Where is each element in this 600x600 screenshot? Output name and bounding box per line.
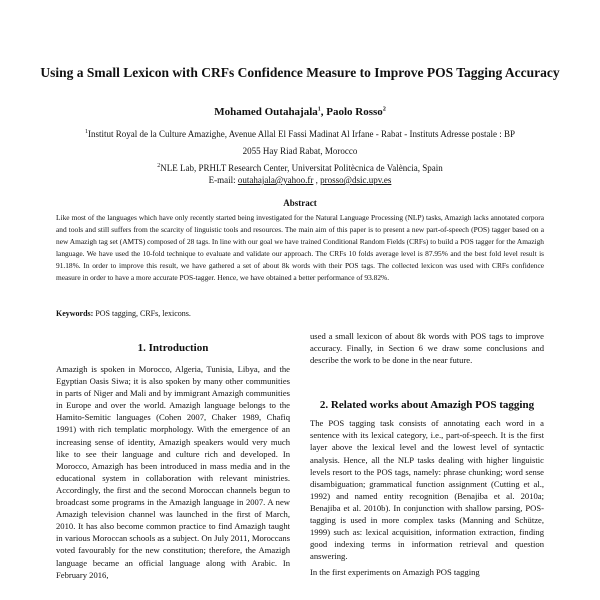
keywords-line bbox=[56, 309, 544, 318]
left-column bbox=[56, 322, 290, 581]
email-label: E-mail: bbox=[208, 175, 238, 185]
affiliation-sup: 1 bbox=[84, 129, 88, 135]
affiliation-line: 2055 Hay Riad Rabat, Morocco bbox=[242, 146, 358, 156]
paper-title: Using a Small Lexicon with CRFs Confidence Measure to Improve POS Tagging Accuracy bbox=[40, 65, 560, 80]
author-sup: 2 bbox=[382, 106, 386, 113]
author-name: Paolo Rosso bbox=[326, 106, 383, 118]
right-column bbox=[310, 330, 544, 579]
affiliation-line: NLE Lab, PRHLT Research Center, Universitat Politècnica de València, Spain bbox=[160, 163, 443, 173]
author-name: Mohamed Outahajala bbox=[214, 106, 318, 118]
affiliation-1 bbox=[40, 126, 560, 157]
keywords-label: Keywords: bbox=[56, 309, 94, 318]
affiliation-sup: 2 bbox=[157, 163, 161, 169]
affiliation-line: Institut Royal de la Culture Amazighe, Avenue Allal El Fassi Madinat Al Irfane - Rabat - Instituts Adresse postale : BP bbox=[87, 129, 515, 139]
email-link[interactable]: prosso@dsic.upv.es bbox=[320, 175, 392, 185]
email-link[interactable]: outahajala@yahoo.fr bbox=[237, 175, 314, 185]
paragraph: Amazigh is spoken in Morocco, Algeria, Tunisia, Libya, and the Egyptian Oasis Siwa; it is also spoken by many other communities in parts of Niger and Mali and by immigrant Amazigh communities in Europe and over the world. Amazigh language belongs to the Hamito-Semitic languages (Cohen 2007, Chaker 1989, Chafiq 1991) with rich templatic morphology. With the emergence of an increasing sense of identity, Amazigh speakers would very much like to see their language and culture rich and developed. In Morocco, Amazigh has been introduced in mass media and in the educational system in collaboration with relevant ministries. Accordingly, the first and the second Moroccan channels begun to broadcast some programs in the Amazigh language in 2007. A new Amazigh television channel was launched in the first of March, 2010. It has also become common practice to find Amazigh taught in various Moroccan schools as a subject. On July 2011, Moroccans voted favourably for the new constitution; therefore, the Amazigh language became an official language along with Arabic. In February 2016, bbox=[56, 364, 290, 580]
author-separator: , bbox=[320, 106, 327, 118]
author-sup: 1 bbox=[317, 106, 321, 113]
affiliation-2 bbox=[40, 160, 560, 186]
section-heading: 2. Related works about Amazigh POS tagging bbox=[319, 399, 535, 412]
paragraph: In the first experiments on Amazigh POS tagging bbox=[310, 567, 480, 578]
keywords-text: POS tagging, CRFs, lexicons. bbox=[93, 309, 191, 318]
author-list bbox=[40, 106, 560, 118]
paragraph: used a small lexicon of about 8k words with POS tags to improve accuracy. Finally, in Section 6 we draw some conclusions and describe the work to be done in the near future. bbox=[310, 331, 544, 366]
email-separator: , bbox=[313, 175, 321, 185]
paragraph: The POS tagging task consists of annotating each word in a sentence with its lexical category, i.e., part-of-speech. It is the first layer above the lexical level and the lowest level of syntactic analysis. Hence, all the NLP tasks dealing with higher linguistic levels resort to the POS tags, namely: phrase chunking; word sense disambiguation; grammatical function assignment (Cutting et al., 1992) and named entity recognition (Benajiba et al. 2010a; Benajiba et al. 2010b). In conjunction with shallow parsing, POS-tagging is used in more complex tasks (Manning and Schütze, 1999) such as: lexical acquisition, information extraction, finding good indexing terms in information retrieval and question answering. bbox=[310, 418, 544, 562]
abstract-text: Like most of the languages which have only recently started being investigated for the Natural Language Processing (NLP) tasks, Amazigh lacks annotated corpora and tools and still suffers from the scarcity of linguistic tools and resources. The main aim of this paper is to present a new part-of-speech (POS) tagger based on a new Amazigh tag set (AMTS) composed of 28 tags. In line with our goal we have trained Conditional Random Fields (CRFs) to build a POS tagger for the Amazigh language. We have used the 10-fold technique to evaluate and validate our approach. The CRFs 10 folds average level is 87.95% and the best fold level result is 91.18%. In order to improve this result, we have gathered a set of about 8k words with their POS tags. The collected lexicon was used with CRFs confidence measure in order to have a more accurate POS-tagger. Hence, we have obtained a better performance of 93.82%. bbox=[56, 213, 544, 282]
abstract-heading: Abstract bbox=[283, 198, 317, 208]
section-heading: 1. Introduction bbox=[137, 342, 209, 354]
